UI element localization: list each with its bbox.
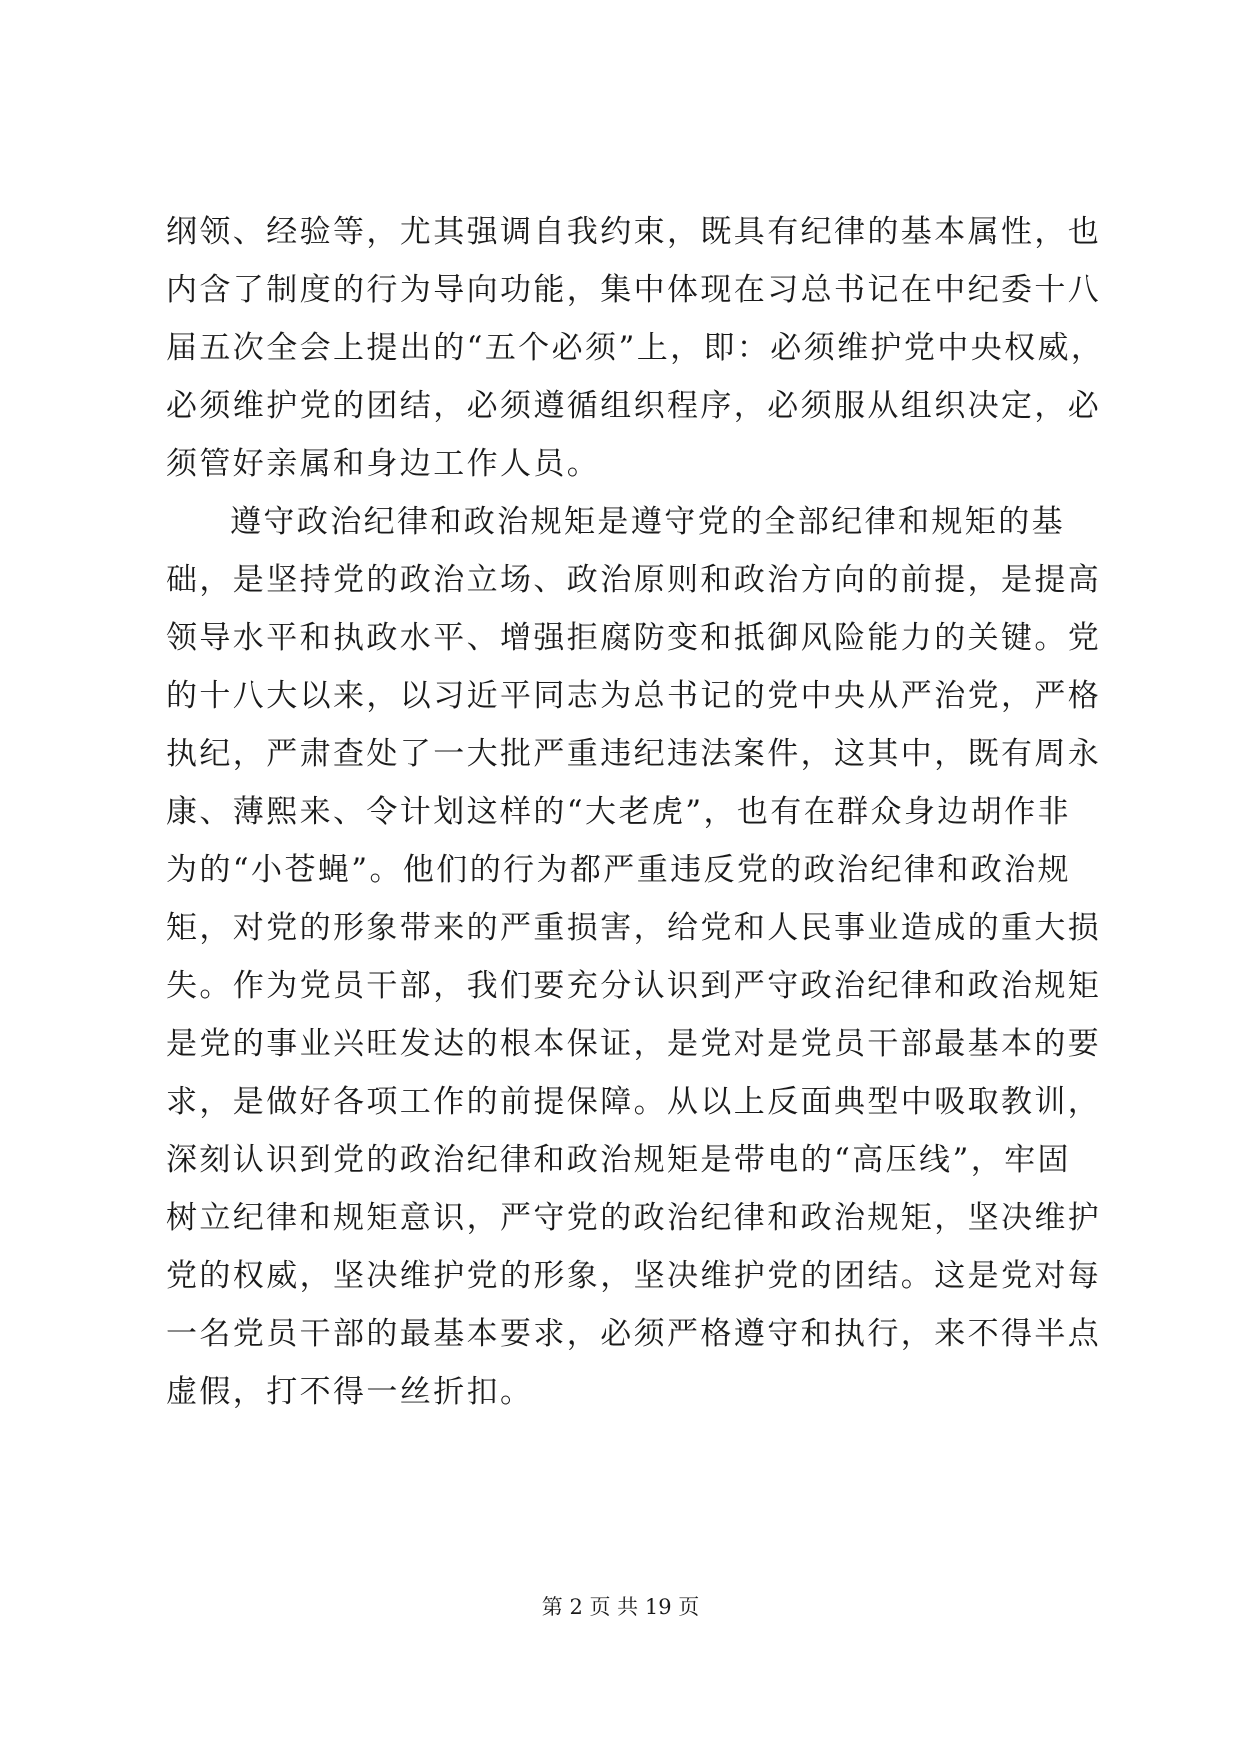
paragraph-2-line-5: 执纪，严肃查处了一大批严重违纪违法案件，这其中，既有周永: [166, 736, 1102, 772]
paragraph-2-line-16: 虚假，打不得一丝折扣。: [166, 1374, 534, 1410]
paragraph-2-line-3: 领导水平和执政水平、增强拒腐防变和抵御风险能力的关键。党: [166, 620, 1102, 656]
paragraph-2-line-1: 遵守政治纪律和政治规矩是遵守党的全部纪律和规矩的基: [230, 504, 1065, 540]
paragraph-1-line-5: 须管好亲属和身边工作人员。: [166, 446, 601, 482]
paragraph-2-line-6: 康、薄熙来、令计划这样的“大老虎”，也有在群众身边胡作非: [166, 794, 1071, 830]
paragraph-2-line-15: 一名党员干部的最基本要求，必须严格遵守和执行，来不得半点: [166, 1316, 1102, 1352]
page-footer: 第 2 页 共 19 页: [541, 1595, 700, 1619]
paragraph-1-line-4: 必须维护党的团结，必须遵循组织程序，必须服从组织决定，必: [166, 388, 1102, 424]
paragraph-2-line-4: 的十八大以来，以习近平同志为总书记的党中央从严治党，严格: [166, 678, 1102, 714]
paragraph-2-line-10: 是党的事业兴旺发达的根本保证，是党对是党员干部最基本的要: [166, 1026, 1102, 1062]
paragraph-2-line-11: 求，是做好各项工作的前提保障。从以上反面典型中吸取教训，: [166, 1084, 1102, 1120]
paragraph-1-line-2: 内含了制度的行为导向功能，集中体现在习总书记在中纪委十八: [166, 272, 1102, 308]
paragraph-2-line-2: 础，是坚持党的政治立场、政治原则和政治方向的前提，是提高: [166, 562, 1102, 598]
paragraph-1-line-3: 届五次全会上提出的“五个必须”上，即：必须维护党中央权威，: [166, 330, 1105, 366]
paragraph-2-line-7: 为的“小苍蝇”。他们的行为都严重违反党的政治纪律和政治规: [166, 852, 1071, 888]
paragraph-2-line-13: 树立纪律和规矩意识，严守党的政治纪律和政治规矩，坚决维护: [166, 1200, 1102, 1236]
paragraph-1-line-1: 纲领、经验等，尤其强调自我约束，既具有纪律的基本属性，也: [166, 214, 1102, 250]
paragraph-2-line-8: 矩，对党的形象带来的严重损害，给党和人民事业造成的重大损: [166, 910, 1102, 946]
paragraph-2-line-9: 失。作为党员干部，我们要充分认识到严守政治纪律和政治规矩: [166, 968, 1102, 1004]
paragraph-2-line-14: 党的权威，坚决维护党的形象，坚决维护党的团结。这是党对每: [166, 1258, 1102, 1294]
paragraph-2-line-12: 深刻认识到党的政治纪律和政治规矩是带电的“高压线”，牢固: [166, 1142, 1071, 1178]
